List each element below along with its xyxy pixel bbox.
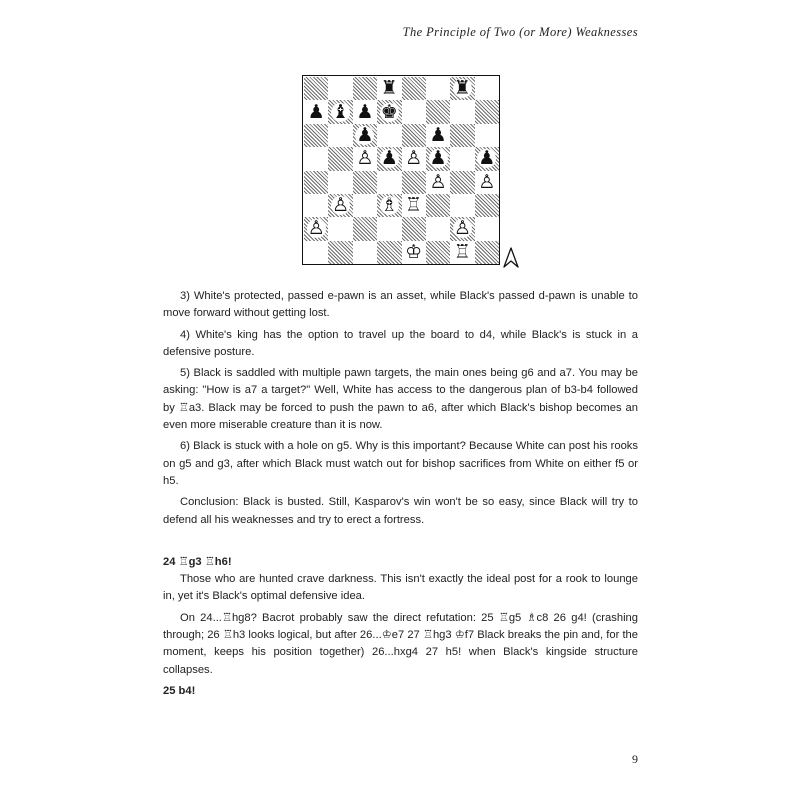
paragraph-hunted: Those who are hunted crave darkness. This isn't exactly the ideal post for a rook to lounge in, yet it's Black's optimal defensive idea.: [163, 573, 638, 603]
move-24-heading: 24 ♖g3 ♖h6!: [163, 555, 232, 568]
piece-h5: ♟: [478, 147, 496, 170]
square-a2: [304, 217, 328, 240]
square-c6: [353, 124, 377, 147]
square-f1: [426, 241, 450, 264]
square-b8: [328, 77, 352, 100]
square-b7: [328, 100, 352, 123]
chess-diagram: [302, 75, 500, 265]
paragraph-point-6: 6) Black is stuck with a hole on g5. Why is this important? Because White can post his rooks on g5 and g3, after which Black must watch out for bishop sacrifices from White on either f5 or h5.: [163, 440, 638, 487]
square-d2: [377, 217, 401, 240]
square-f5: [426, 147, 450, 170]
paragraph-point-4: 4) White's king has the option to travel up the board to d4, while Black's is stuck in a defensive posture.: [163, 328, 638, 358]
piece-b7: ♝: [332, 100, 350, 123]
square-e5: [402, 147, 426, 170]
square-d7: [377, 100, 401, 123]
square-d5: [377, 147, 401, 170]
piece-a2: ♙: [307, 217, 325, 240]
square-c3: [353, 194, 377, 217]
piece-g2: ♙: [453, 217, 471, 240]
piece-f5: ♟: [429, 147, 447, 170]
square-h2: [475, 217, 499, 240]
square-g2: [450, 217, 474, 240]
white-to-move-arrow-icon: [503, 247, 519, 269]
piece-d5: ♟: [380, 147, 398, 170]
piece-b3: ♙: [332, 194, 350, 217]
piece-d3: ♗: [380, 194, 398, 217]
square-b3: [328, 194, 352, 217]
square-f4: [426, 171, 450, 194]
square-d4: [377, 171, 401, 194]
square-g6: [450, 124, 474, 147]
square-h4: [475, 171, 499, 194]
square-g3: [450, 194, 474, 217]
square-b4: [328, 171, 352, 194]
square-g5: [450, 147, 474, 170]
square-f3: [426, 194, 450, 217]
square-h7: [475, 100, 499, 123]
page-number: 9: [632, 752, 638, 766]
square-h3: [475, 194, 499, 217]
square-b2: [328, 217, 352, 240]
square-g7: [450, 100, 474, 123]
square-g8: [450, 77, 474, 100]
square-f6: [426, 124, 450, 147]
square-f8: [426, 77, 450, 100]
piece-d8: ♜: [380, 77, 398, 100]
square-e7: [402, 100, 426, 123]
move-25-heading: 25 b4!: [163, 684, 196, 697]
paragraph-point-5: 5) Black is saddled with multiple pawn targets, the main ones being g6 and a7. You may be asking: "How is a7 a target?" Well, White has access to the dangerous plan of b3-b4 followed by ♖a3. Black may be forced to push the pawn to a6, after which Black's bishop becomes an even more miserable creature than it is now.: [163, 367, 638, 432]
square-e2: [402, 217, 426, 240]
square-a8: [304, 77, 328, 100]
square-d1: [377, 241, 401, 264]
square-b6: [328, 124, 352, 147]
paragraph-conclusion: Conclusion: Black is busted. Still, Kasparov's win won't be so easy, since Black will try to defend all his weaknesses and try to erect a fortress.: [163, 496, 638, 526]
piece-h4: ♙: [478, 170, 496, 193]
square-c5: [353, 147, 377, 170]
square-h1: [475, 241, 499, 264]
square-e6: [402, 124, 426, 147]
square-a5: [304, 147, 328, 170]
piece-f6: ♟: [429, 123, 447, 146]
piece-e3: ♖: [405, 194, 423, 217]
piece-e1: ♔: [405, 240, 423, 263]
square-a1: [304, 241, 328, 264]
piece-c5: ♙: [356, 147, 374, 170]
square-f2: [426, 217, 450, 240]
piece-d7: ♚: [380, 100, 398, 123]
square-b5: [328, 147, 352, 170]
square-e1: [402, 241, 426, 264]
square-h6: [475, 124, 499, 147]
square-a6: [304, 124, 328, 147]
square-h5: [475, 147, 499, 170]
piece-g8: ♜: [453, 77, 471, 100]
piece-c6: ♟: [356, 123, 374, 146]
square-e4: [402, 171, 426, 194]
square-c2: [353, 217, 377, 240]
square-a3: [304, 194, 328, 217]
square-d6: [377, 124, 401, 147]
square-d8: [377, 77, 401, 100]
piece-f4: ♙: [429, 170, 447, 193]
body-text: [163, 288, 638, 700]
paragraph-point-3: 3) White's protected, passed e-pawn is an asset, while Black's passed d-pawn is unable to move forward without getting lost.: [163, 290, 638, 320]
piece-g1: ♖: [453, 240, 471, 263]
piece-e5: ♙: [405, 147, 423, 170]
square-b1: [328, 241, 352, 264]
square-c8: [353, 77, 377, 100]
square-g1: [450, 241, 474, 264]
square-f7: [426, 100, 450, 123]
piece-a7: ♟: [307, 100, 325, 123]
square-c1: [353, 241, 377, 264]
square-d3: [377, 194, 401, 217]
square-c7: [353, 100, 377, 123]
square-a7: [304, 100, 328, 123]
chess-board: [304, 77, 499, 264]
square-e8: [402, 77, 426, 100]
square-h8: [475, 77, 499, 100]
square-c4: [353, 171, 377, 194]
square-g4: [450, 171, 474, 194]
square-a4: [304, 171, 328, 194]
square-e3: [402, 194, 426, 217]
piece-c7: ♟: [356, 100, 374, 123]
running-header: The Principle of Two (or More) Weaknesses: [402, 25, 638, 39]
paragraph-alternative-24: On 24...♖hg8? Bacrot probably saw the direct refutation: 25 ♖g5 ♗c8 26 g4! (crashing through; 26 ♖h3 looks logical, but after 26...♔e7 27 ♖hg3 ♔f7 Black breaks the pin and, for the moment, keeps his position together) 26...hxg4 27 h5! when Black's kingside structure collapses.: [163, 611, 638, 676]
